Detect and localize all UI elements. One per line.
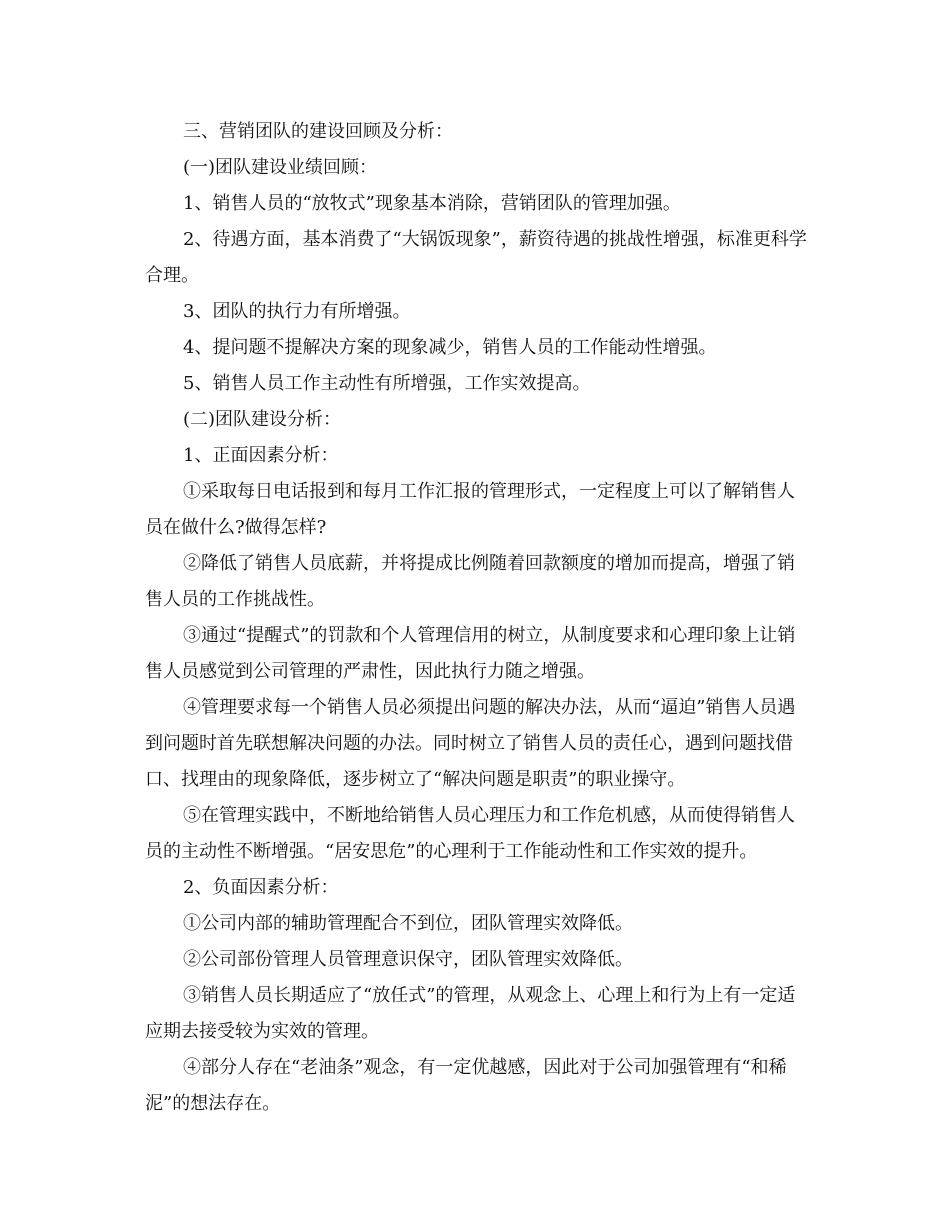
paragraph: ②公司部份管理人员管理意识保守，团队管理实效降低。 — [183, 949, 633, 970]
paragraph: 1、正面因素分析： — [183, 445, 339, 466]
paragraph: ④部分人存在“老油条”观念，有一定优越感，因此对于公司加强管理有“和稀泥”的想法存在。 — [145, 1057, 787, 1114]
paragraph: 1、销售人员的“放牧式”现象基本消除，营销团队的管理加强。 — [183, 193, 681, 214]
paragraph: 3、团队的执行力有所增强。 — [183, 301, 411, 322]
paragraph: ①公司内部的辅助管理配合不到位，团队管理实效降低。 — [183, 913, 633, 934]
document-body — [145, 114, 810, 1122]
paragraph: ①采取每日电话报到和每月工作汇报的管理形式，一定程度上可以了解销售人员在做什么?做得怎样? — [145, 481, 795, 538]
paragraph: ④管理要求每一个销售人员必须提出问题的解决办法，从而“逼迫”销售人员遇到问题时首先联想解决问题的办法。同时树立了销售人员的责任心，遇到问题找借口、找理由的现象降低，逐步树立了“解决问题是职责”的职业操守。 — [145, 697, 796, 790]
section-heading: 三、营销团队的建设回顾及分析： — [183, 121, 453, 142]
subsection-heading: (一)团队建设业绩回顾： — [183, 157, 378, 178]
paragraph: ③销售人员长期适应了“放任式”的管理，从观念上、心理上和行为上有一定适应期去接受较为实效的管理。 — [145, 985, 796, 1042]
subsection-heading: (二)团队建设分析： — [183, 409, 342, 430]
paragraph: 4、提问题不提解决方案的现象减少，销售人员的工作能动性增强。 — [183, 337, 717, 358]
paragraph: 5、销售人员工作主动性有所增强，工作实效提高。 — [183, 373, 591, 394]
paragraph: 2、负面因素分析： — [183, 877, 339, 898]
paragraph: ②降低了销售人员底薪，并将提成比例随着回款额度的增加而提高，增强了销售人员的工作挑战性。 — [145, 553, 795, 610]
paragraph: ⑤在管理实践中，不断地给销售人员心理压力和工作危机感，从而使得销售人员的主动性不断增强。“居安思危”的心理利于工作能动性和工作实效的提升。 — [145, 805, 795, 862]
paragraph: 2、待遇方面，基本消费了“大锅饭现象”，薪资待遇的挑战性增强，标准更科学合理。 — [145, 229, 807, 286]
paragraph: ③通过“提醒式”的罚款和个人管理信用的树立，从制度要求和心理印象上让销售人员感觉到公司管理的严肃性，因此执行力随之增强。 — [145, 625, 796, 682]
